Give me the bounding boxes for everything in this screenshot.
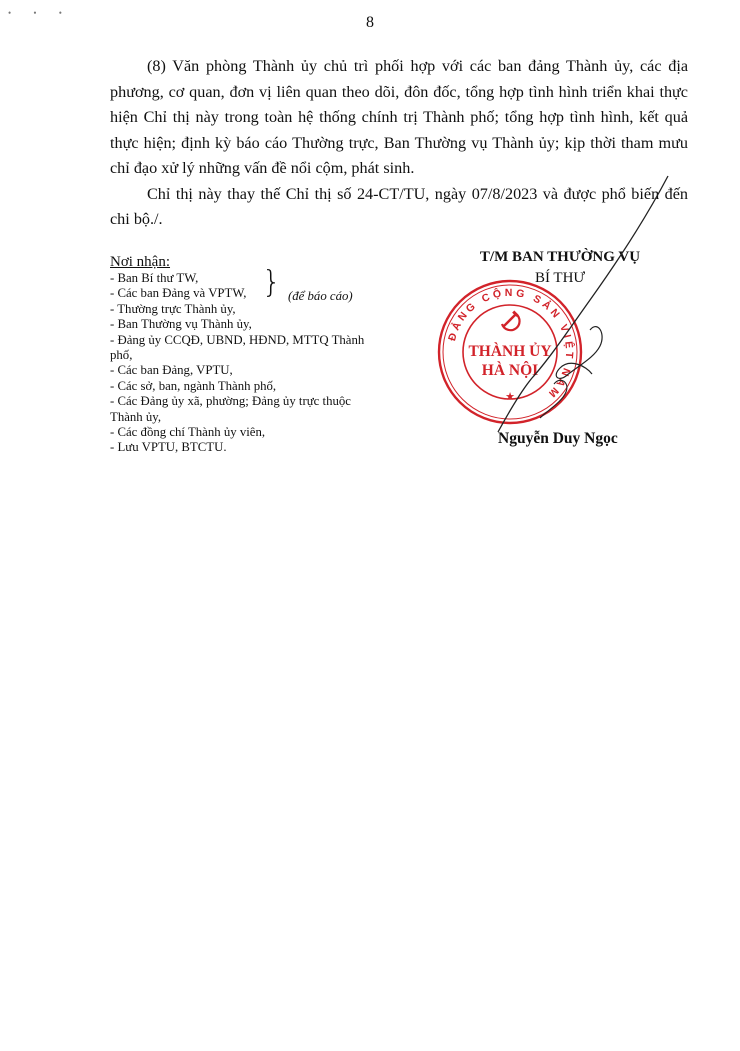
recipient-item: - Các đồng chí Thành ủy viên,	[110, 425, 266, 440]
page-number: 8	[366, 14, 374, 31]
recipients-heading: Nơi nhận:	[110, 254, 171, 270]
recipient-item: - Thường trực Thành ủy,	[110, 301, 236, 316]
star-icon: ★	[505, 390, 515, 403]
stamp-line-2: HÀ NỘI	[481, 362, 539, 379]
recipients-brace: }	[262, 265, 282, 300]
stamp-line-1: THÀNH ỦY	[468, 343, 552, 360]
body-paragraph: (8) Văn phòng Thành ủy chủ trì phối hợp với các ban đảng Thành ủy, các địa phương, cơ quan, đơn vị liên quan theo dõi, đôn đốc, tổng hợp tình hình triển khai thực hiện Chỉ thị này trong toàn hệ thống chính trị Thành phố; tổng hợp tình hình, kết quả thực hiện; định kỳ báo cáo Thường trực, Ban Thường vụ Thành ủy; kịp thời tham mưu chỉ đạo xử lý những vấn đề nổi cộm, phát sinh.	[110, 57, 688, 177]
body-paragraph: Chỉ thị này thay thế Chỉ thị số 24-CT/TU, ngày 07/8/2023 và được phổ biến đến chi bộ./.	[110, 184, 688, 228]
stamp-ring-text: ĐẢNG CỘNG SẢN VIỆT NAM	[446, 286, 576, 402]
signer-title: BÍ THƯ	[534, 270, 586, 286]
recipient-item: - Các ban Đảng, VPTU,	[110, 363, 233, 378]
recipient-item: - Ban Bí thư TW,	[110, 271, 199, 285]
recipients-list	[110, 254, 400, 456]
scan-corner-marks: • • •	[8, 8, 72, 18]
recipients-note: (để báo cáo)	[288, 289, 353, 303]
recipient-item: - Ban Thường vụ Thành ủy,	[110, 317, 252, 332]
recipient-item: - Các ban Đảng và VPTW,	[110, 286, 247, 301]
signing-authority: T/M BAN THƯỜNG VỤ	[479, 249, 641, 265]
recipient-item: - Lưu VPTU, BTCTU.	[110, 440, 227, 455]
handwritten-signature	[470, 170, 700, 450]
recipient-item: - Đảng ủy CCQĐ, UBND, HĐND, MTTQ Thành phố,	[110, 332, 365, 363]
signer-name: Nguyễn Duy Ngọc	[498, 430, 618, 447]
recipient-item: - Các sở, ban, ngành Thành phố,	[110, 378, 277, 393]
recipient-item: - Các Đảng ủy xã, phường; Đảng ủy trực thuộc Thành ủy,	[110, 394, 351, 424]
